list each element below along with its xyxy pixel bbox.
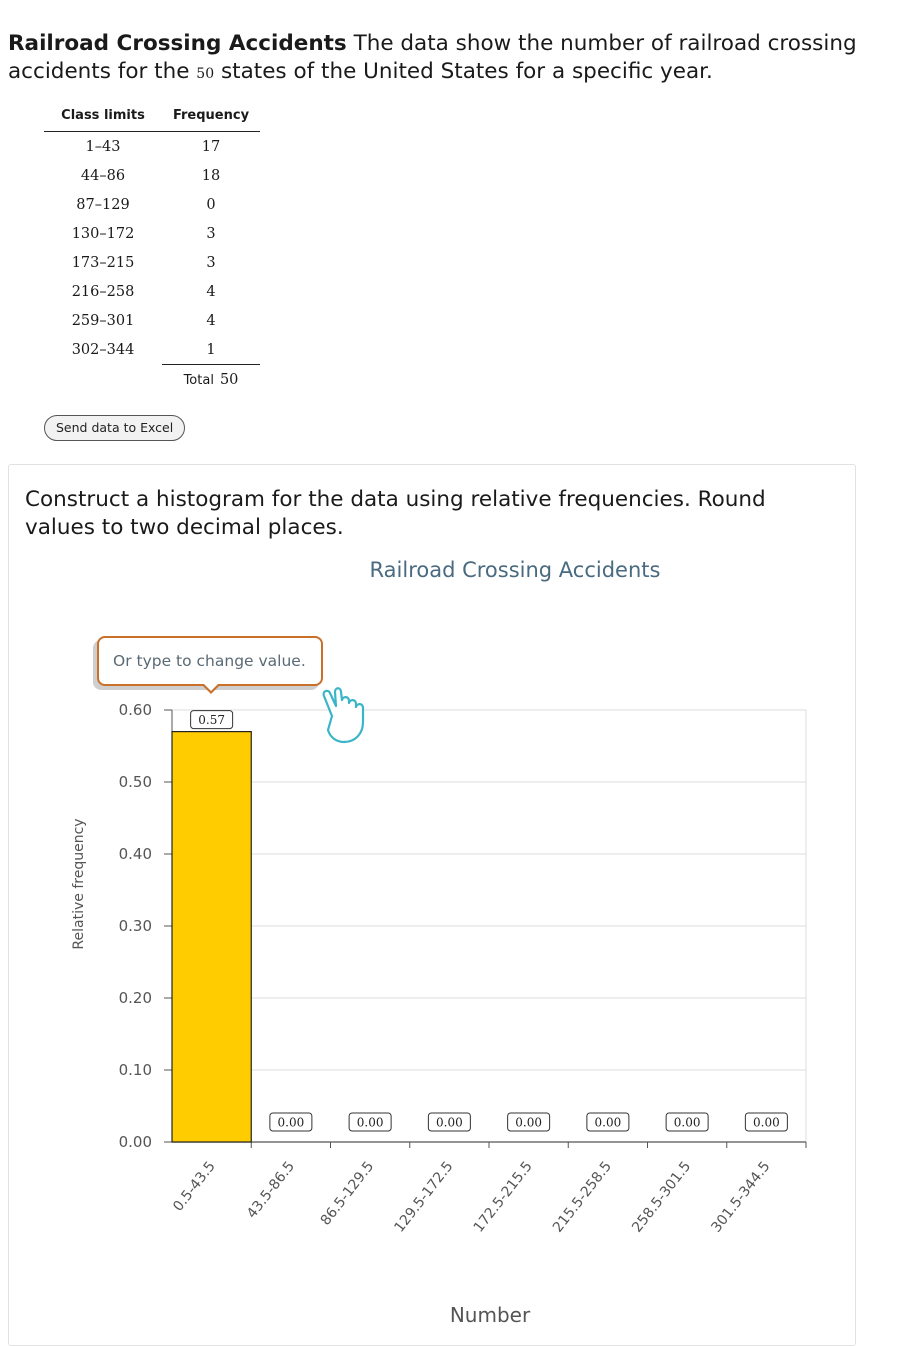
y-tick-label: 0.10 <box>118 1061 152 1079</box>
axes <box>164 710 806 1148</box>
histogram-bar[interactable] <box>172 732 251 1142</box>
class-limits-cell: 302–344 <box>71 341 135 358</box>
value-label[interactable]: 0.00 <box>436 1115 463 1130</box>
x-tick-label: 0.5-43.5 <box>170 1158 219 1215</box>
y-tick-label: 0.60 <box>118 701 152 719</box>
y-tick-label: 0.40 <box>118 845 152 863</box>
frequency-cell: 0 <box>206 196 216 213</box>
state-count: 50 <box>196 66 215 82</box>
frequency-cell: 1 <box>162 335 260 365</box>
x-tick-label: 129.5-172.5 <box>391 1158 457 1236</box>
class-limits-cell: 130–172 <box>71 225 135 242</box>
value-label[interactable]: 0.00 <box>515 1115 542 1130</box>
class-limits-cell: 259–301 <box>71 312 135 329</box>
problem-text-before: The data show the number of railroad crossing accidents for the <box>8 31 857 84</box>
instructions: Construct a histogram for the data using relative frequencies. Round values to two decimal places. <box>25 487 766 540</box>
frequency-cell: 4 <box>206 283 216 300</box>
frequency-cell: 4 <box>206 312 216 329</box>
value-label[interactable]: 0.00 <box>594 1115 622 1130</box>
value-labels[interactable] <box>191 711 788 1131</box>
value-label[interactable]: 0.57 <box>198 713 225 728</box>
y-tick-label: 0.50 <box>118 773 152 791</box>
x-tick-label: 301.5-344.5 <box>708 1158 774 1236</box>
x-axis-title: Number <box>449 1303 531 1327</box>
y-tick-label: 0.30 <box>118 917 152 935</box>
header-class-limits: Class limits <box>44 108 162 132</box>
class-limits-cell: 44–86 <box>80 167 126 184</box>
value-label[interactable]: 0.00 <box>673 1115 701 1130</box>
y-tick-labels <box>119 701 152 1151</box>
class-limits-cell: 173–215 <box>71 254 135 271</box>
y-axis-title: Relative frequency <box>71 818 87 950</box>
frequency-cell: 3 <box>206 225 216 242</box>
x-tick-label: 215.5-258.5 <box>549 1158 616 1236</box>
gridlines <box>172 710 806 1142</box>
frequency-cell: 3 <box>206 254 216 271</box>
send-to-excel-button[interactable]: Send data to Excel <box>44 415 185 441</box>
class-limits-cell: 216–258 <box>71 283 135 300</box>
header-frequency: Frequency <box>162 108 260 132</box>
tooltip-hint: Or type to change value. <box>97 636 323 686</box>
frequency-cell: 17 <box>201 138 221 155</box>
bars[interactable] <box>172 732 251 1142</box>
total-label: Total <box>183 372 214 388</box>
problem-title: Railroad Crossing Accidents <box>8 31 347 56</box>
frequency-cell: 18 <box>201 167 221 184</box>
total-value: 50 <box>219 371 239 388</box>
x-tick-label: 43.5-86.5 <box>243 1158 299 1222</box>
x-tick-label: 86.5-129.5 <box>317 1158 378 1229</box>
x-tick-labels <box>170 1159 773 1236</box>
class-limits-cell: 87–129 <box>76 196 130 213</box>
class-limits-cell: 1–43 <box>85 138 121 155</box>
value-label[interactable]: 0.00 <box>753 1115 780 1130</box>
x-tick-label: 172.5-215.5 <box>470 1158 536 1236</box>
x-tick-label: 258.5-301.5 <box>629 1158 695 1236</box>
y-tick-label: 0.20 <box>118 989 152 1007</box>
problem-text-after: states of the United States for a specific year. <box>220 59 713 84</box>
value-label[interactable]: 0.00 <box>356 1115 384 1130</box>
hand-cursor-icon <box>324 688 363 742</box>
value-label[interactable]: 0.00 <box>277 1115 305 1130</box>
chart-title: Railroad Crossing Accidents <box>369 558 661 582</box>
y-tick-label: 0.00 <box>118 1133 152 1151</box>
